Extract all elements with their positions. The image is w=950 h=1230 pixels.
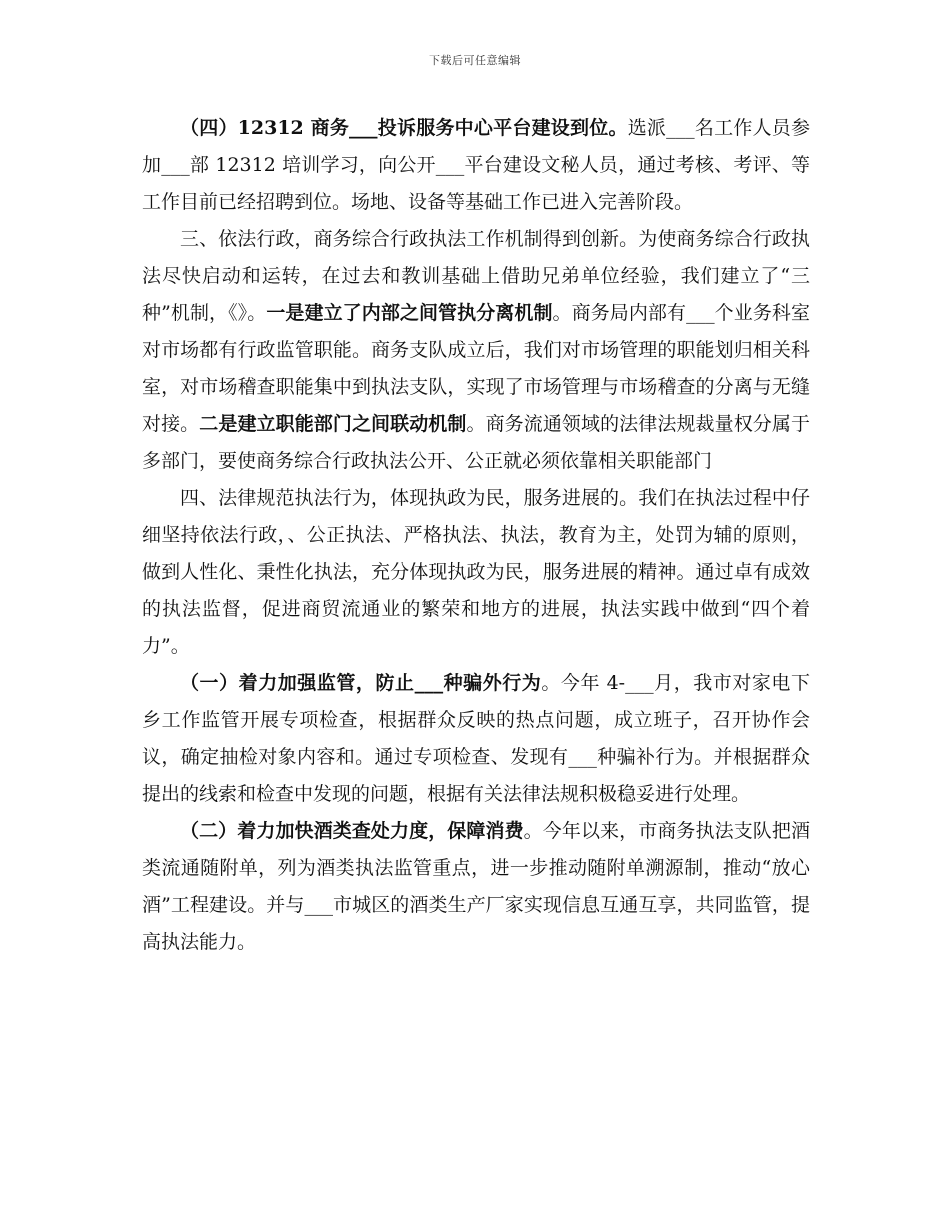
- text-run: 选派___名工作人员参加___部 12312 培训学习，向公开___平台建设文秘人员，通过考核、考评、等工作目前已经招聘到位。场地、设备等基础工作已进入完善阶段。: [142, 117, 810, 213]
- bold-run: 二是建立职能部门之间联动机制: [199, 413, 467, 435]
- heading-run: （二）着力加快酒类查处力度，保障消费: [180, 820, 524, 842]
- paragraph-mechanism-innovation: [142, 221, 810, 480]
- paragraph-law-enforcement: [142, 480, 810, 665]
- paragraph-platform-construction: [142, 110, 810, 221]
- text-run: 。今年以来，市商务执法支队把酒类流通随附单，列为酒类执法监管重点，进一步推动随附单溯源制，推动“放心酒”工程建设。并与___市城区的酒类生产厂家实现信息互通互享，共同监管，提高执法能力。: [142, 820, 810, 953]
- text-run: 三、依法行政，商务综合行政执法工作机制得到创新。为使商务综合行政执法尽快启动和运转，在过去和教训基础上借助兄弟单位经验，我们建立了“三种”机制，《》。: [142, 228, 810, 324]
- text-run: 。商务流通领域的法律法规裁量权分属于多部门，要使商务综合行政执法公开、公正就必须依靠相关职能部门: [142, 413, 810, 472]
- page-header: 下载后可任意编辑: [429, 54, 521, 67]
- text-run: 。今年 4-___月，我市对家电下乡工作监管开展专项检查，根据群众反映的热点问题，成立班子，召开协作会议，确定抽检对象内容和。通过专项检查、发现有___种骗补行为。并根据群众提出的线索和检查中发现的问题，根据有关法律法规积极稳妥进行处理。: [142, 672, 810, 805]
- bold-run: 一是建立了内部之间管执分离机制: [266, 302, 553, 324]
- heading-run: （四）12312 商务___投诉服务中心平台建设到位。: [180, 117, 628, 139]
- heading-run: （一）着力加强监管，防止___种骗外行为: [180, 672, 542, 694]
- document-body: [142, 110, 810, 961]
- paragraph-supervision: [142, 665, 810, 813]
- paragraph-liquor-inspection: [142, 813, 810, 961]
- text-run: 。商务局内部有___个业务科室对市场都有行政监管职能。商务支队成立后，我们对市场管理的职能划归相关科室，对市场稽查职能集中到执法支队，实现了市场管理与市场稽查的分离与无缝对接。: [142, 302, 810, 435]
- text-run: 四、法律规范执法行为，体现执政为民，服务进展的。我们在执法过程中仔细坚持依法行政，、公正执法、严格执法、执法，教育为主，处罚为辅的原则，做到人性化、秉性化执法，充分体现执政为民，服务进展的精神。通过卓有成效的执法监督，促进商贸流通业的繁荣和地方的进展，执法实践中做到“四个着力”。: [142, 487, 810, 657]
